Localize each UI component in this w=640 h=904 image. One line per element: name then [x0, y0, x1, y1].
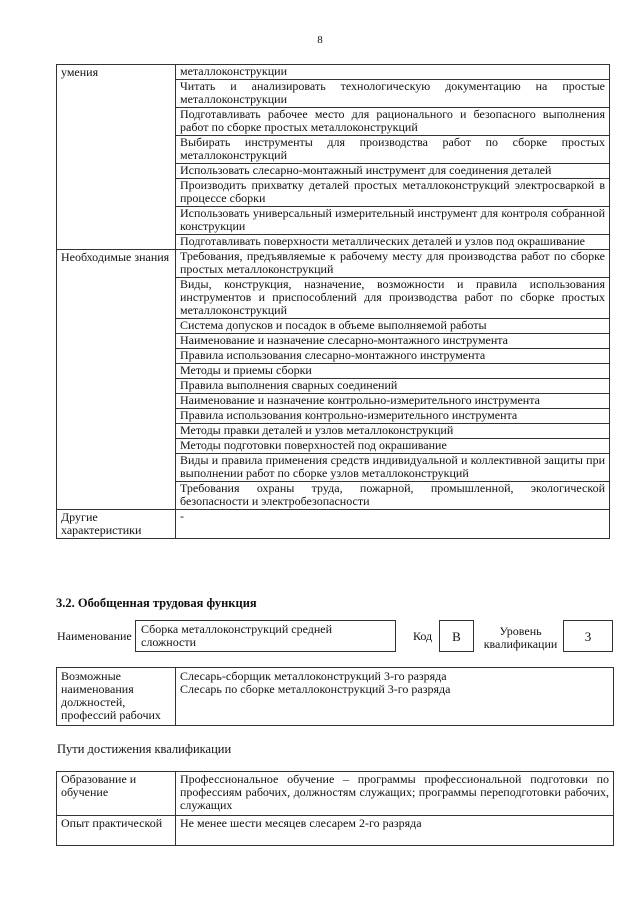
table-row [57, 65, 610, 80]
table-cell: Использовать универсальный измерительный инструмент для контроля собранной конструкции [176, 207, 610, 235]
table-cell: Правила выполнения сварных соединений [176, 379, 610, 394]
positions-row [57, 668, 614, 726]
level-value: 3 [584, 629, 592, 644]
row-label: умения [57, 65, 176, 250]
code-value: В [452, 629, 461, 644]
name-label: Наименование [57, 629, 132, 643]
positions-label: Возможные наименования должностей, профессий рабочих [57, 668, 176, 726]
table-cell: Подготавливать рабочее место для рационального и безопасного выполнения работ по сборке простых металлоконструкций [176, 108, 610, 136]
page-number: 8 [317, 34, 323, 46]
row-label: Необходимые знания [57, 250, 176, 510]
table-row [57, 250, 610, 278]
table-cell: Производить прихватку деталей простых металлоконструкций электросваркой в процессе сборки [176, 179, 610, 207]
code-box [439, 620, 474, 652]
position-item: Слесарь-сборщик металлоконструкций 3-го разряда [180, 669, 447, 683]
position-item: Слесарь по сборке металлоконструкций 3-го разряда [180, 682, 451, 696]
positions-table [56, 667, 614, 726]
table-cell: Использовать слесарно-монтажный инструмент для соединения деталей [176, 164, 610, 179]
table-cell: Требования, предъявляемые к рабочему месту для производства работ по сборке простых металлоконструкций [176, 250, 610, 278]
table-cell: Подготавливать поверхности металлических деталей и узлов под окрашивание [176, 235, 610, 250]
qualification-table [56, 771, 614, 846]
education-label: Образование и обучение [57, 772, 176, 816]
row-label: Другие характеристики [57, 510, 176, 539]
function-name-value: Сборка металлоконструкций средней сложности [141, 622, 333, 649]
table-cell: Виды и правила применения средств индивидуальной и коллективной защиты при выполнении работ по сборке узлов металлоконструкций [176, 454, 610, 482]
table-cell: - [176, 510, 610, 539]
code-label: Код [413, 629, 433, 643]
table-cell: Наименование и назначение контрольно-измерительного инструмента [176, 394, 610, 409]
table-cell: Требования охраны труда, пожарной, промышленной, экологической безопасности и электробезопасности [176, 482, 610, 510]
level-label: Уровень квалификации [483, 624, 558, 651]
table-cell: Правила использования слесарно-монтажного инструмента [176, 349, 610, 364]
function-name-box [135, 620, 396, 652]
table-cell: Наименование и назначение слесарно-монтажного инструмента [176, 334, 610, 349]
paths-title: Пути достижения квалификации [57, 742, 232, 756]
section-title: 3.2. Обобщенная трудовая функция [56, 596, 257, 610]
education-value: Профессиональное обучение – программы профессиональной подготовки по профессиям рабочих, должностям служащих; программы переподготовки рабочих, служащих [176, 772, 614, 816]
table-cell: Методы подготовки поверхностей под окрашивание [176, 439, 610, 454]
table-row [57, 510, 610, 539]
experience-label: Опыт практической [57, 816, 176, 846]
experience-value: Не менее шести месяцев слесарем 2-го разряда [176, 816, 614, 846]
qualification-row [57, 816, 614, 846]
table-cell: Система допусков и посадок в объеме выполняемой работы [176, 319, 610, 334]
table-cell: Читать и анализировать технологическую документацию на простые металлоконструкции [176, 80, 610, 108]
qualification-row [57, 772, 614, 816]
table-cell: Виды, конструкция, назначение, возможности и правила использования инструментов и приспособлений для производства работ по сборке простых металлоконструкций [176, 278, 610, 319]
table-cell: Методы и приемы сборки [176, 364, 610, 379]
table-cell: Методы правки деталей и узлов металлоконструкций [176, 424, 610, 439]
level-box [563, 620, 613, 652]
table-cell: Выбирать инструменты для производства работ по сборке простых металлоконструкций [176, 136, 610, 164]
table-cell: металлоконструкции [176, 65, 610, 80]
skills-knowledge-table [56, 64, 610, 539]
positions-values [176, 668, 614, 726]
table-cell: Правила использования контрольно-измерительного инструмента [176, 409, 610, 424]
